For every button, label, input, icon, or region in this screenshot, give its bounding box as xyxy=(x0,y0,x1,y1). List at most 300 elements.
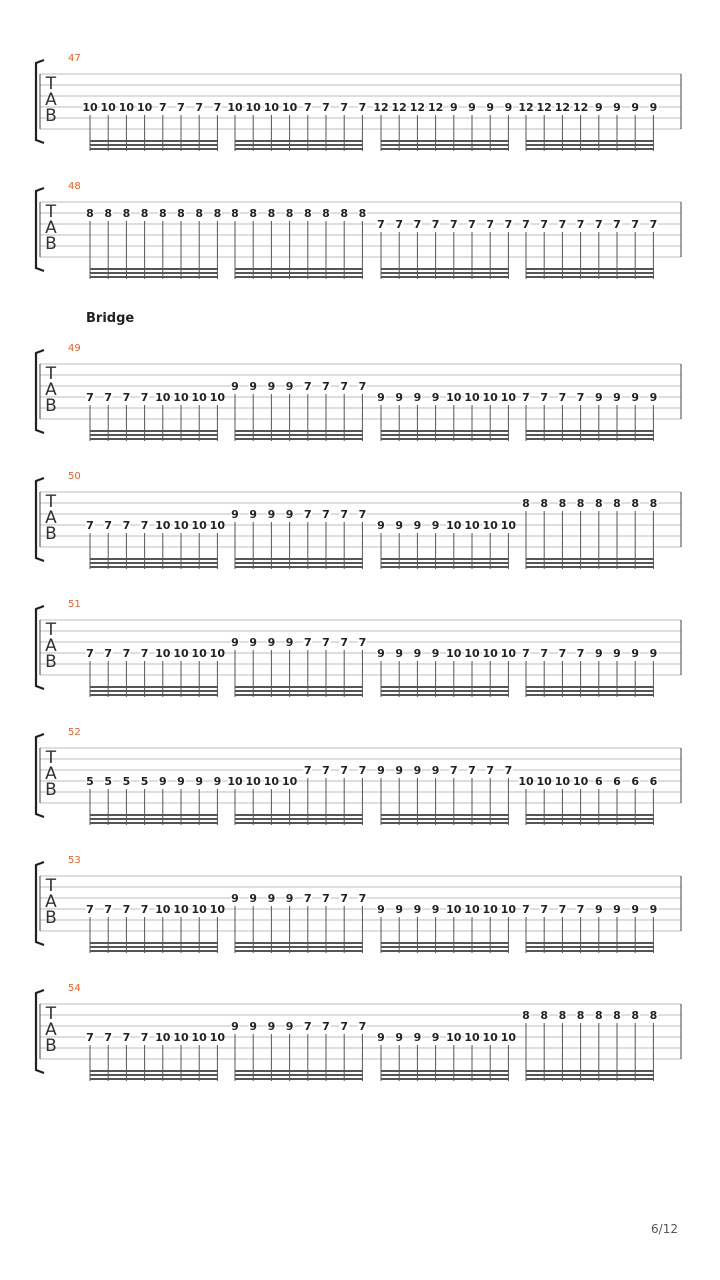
fret-number: 8 xyxy=(540,497,549,510)
beam xyxy=(90,566,218,568)
beam xyxy=(235,148,363,150)
fret-number: 9 xyxy=(649,647,658,660)
fret-number: 9 xyxy=(249,380,258,393)
fret-number: 9 xyxy=(377,391,385,404)
beam xyxy=(526,942,654,944)
fret-number: 9 xyxy=(377,903,385,916)
fret-number: 10 xyxy=(281,101,298,114)
fret-number: 12 xyxy=(536,101,552,114)
fret-number: 10 xyxy=(227,101,243,114)
fret-number: 9 xyxy=(285,508,294,521)
beam xyxy=(235,140,363,142)
fret-number: 9 xyxy=(249,636,258,649)
fret-number: 9 xyxy=(231,892,239,905)
fret-number: 10 xyxy=(155,1031,171,1044)
fret-number: 9 xyxy=(285,892,294,905)
fret-number: 10 xyxy=(263,775,280,788)
fret-number: 12 xyxy=(518,101,534,114)
fret-number: 7 xyxy=(522,647,530,660)
beam xyxy=(90,430,218,432)
fret-number: 10 xyxy=(209,647,226,660)
fret-number: 7 xyxy=(358,1020,367,1033)
fret-number: 9 xyxy=(413,764,422,777)
fret-number: 9 xyxy=(431,903,440,916)
tab-clef-letter: A xyxy=(45,218,57,238)
fret-number: 10 xyxy=(209,391,226,404)
fret-number: 10 xyxy=(209,519,226,532)
fret-number: 9 xyxy=(213,775,222,788)
fret-number: 10 xyxy=(173,1031,189,1044)
beam xyxy=(90,140,218,142)
fret-number: 8 xyxy=(249,207,258,220)
measure-number: 47 xyxy=(68,53,81,64)
fret-number: 10 xyxy=(482,1031,498,1044)
beam xyxy=(235,942,363,944)
fret-number: 7 xyxy=(86,391,94,404)
fret-number: 7 xyxy=(631,218,640,231)
fret-number: 7 xyxy=(104,647,113,660)
fret-number: 8 xyxy=(303,207,312,220)
fret-number: 9 xyxy=(486,101,495,114)
beam xyxy=(235,1074,363,1076)
fret-number: 7 xyxy=(303,636,312,649)
fret-number: 10 xyxy=(518,775,534,788)
beam xyxy=(90,814,218,816)
fret-number: 7 xyxy=(377,218,385,231)
beam xyxy=(381,818,509,820)
beam xyxy=(526,566,654,568)
fret-number: 9 xyxy=(377,764,385,777)
fret-number: 10 xyxy=(482,647,498,660)
fret-number: 10 xyxy=(572,775,589,788)
fret-number: 8 xyxy=(631,1009,640,1022)
tab-clef-letter: B xyxy=(45,652,57,672)
beam xyxy=(381,562,509,564)
fret-number: 5 xyxy=(140,775,149,788)
fret-number: 10 xyxy=(209,1031,226,1044)
tab-clef-letter: B xyxy=(45,908,57,928)
fret-number: 7 xyxy=(195,101,204,114)
fret-number: 7 xyxy=(358,380,367,393)
fret-number: 9 xyxy=(431,391,440,404)
fret-number: 7 xyxy=(558,391,567,404)
fret-number: 7 xyxy=(358,101,367,114)
fret-number: 10 xyxy=(82,101,98,114)
fret-number: 9 xyxy=(594,101,603,114)
beam xyxy=(381,430,509,432)
beam xyxy=(381,690,509,692)
tab-clef-letter: B xyxy=(45,234,57,254)
beam xyxy=(235,268,363,270)
beam xyxy=(90,434,218,436)
measure-number: 53 xyxy=(68,855,81,866)
beam xyxy=(90,686,218,688)
fret-number: 7 xyxy=(340,380,349,393)
fret-number: 12 xyxy=(554,101,571,114)
fret-number: 5 xyxy=(104,775,113,788)
tab-clef-letter: T xyxy=(45,1004,57,1024)
fret-number: 9 xyxy=(413,519,422,532)
fret-number: 7 xyxy=(303,892,312,905)
fret-number: 8 xyxy=(576,497,585,510)
beam xyxy=(526,822,654,824)
beam xyxy=(90,942,218,944)
fret-number: 7 xyxy=(322,764,330,777)
fret-number: 8 xyxy=(358,207,367,220)
beam xyxy=(381,950,509,952)
beam xyxy=(381,1070,509,1072)
fret-number: 9 xyxy=(431,647,440,660)
fret-number: 9 xyxy=(231,1020,239,1033)
fret-number: 8 xyxy=(195,207,204,220)
fret-number: 8 xyxy=(558,497,567,510)
fret-number: 7 xyxy=(522,903,530,916)
fret-number: 7 xyxy=(468,764,476,777)
fret-number: 8 xyxy=(522,1009,530,1022)
fret-number: 10 xyxy=(191,647,207,660)
fret-number: 9 xyxy=(285,380,294,393)
fret-number: 12 xyxy=(409,101,426,114)
fret-number: 7 xyxy=(104,519,113,532)
fret-number: 7 xyxy=(122,391,131,404)
fret-number: 9 xyxy=(413,903,422,916)
beam xyxy=(90,822,218,824)
fret-number: 9 xyxy=(249,1020,258,1033)
fret-number: 9 xyxy=(231,636,239,649)
tab-clef-letter: A xyxy=(45,90,57,110)
fret-number: 10 xyxy=(464,1031,480,1044)
beam xyxy=(90,148,218,150)
tab-clef-letter: A xyxy=(45,508,57,528)
fret-number: 8 xyxy=(340,207,349,220)
fret-number: 8 xyxy=(86,207,94,220)
fret-number: 7 xyxy=(358,764,367,777)
fret-number: 8 xyxy=(649,1009,658,1022)
fret-number: 9 xyxy=(267,636,276,649)
beam xyxy=(235,950,363,952)
fret-number: 7 xyxy=(358,892,367,905)
beam xyxy=(526,950,654,952)
fret-number: 7 xyxy=(158,101,167,114)
fret-number: 9 xyxy=(413,391,422,404)
fret-number: 7 xyxy=(558,647,567,660)
fret-number: 7 xyxy=(340,636,349,649)
fret-number: 10 xyxy=(464,647,480,660)
beam xyxy=(235,562,363,564)
fret-number: 8 xyxy=(594,497,603,510)
fret-number: 7 xyxy=(468,218,476,231)
beam xyxy=(90,690,218,692)
tab-clef-letter: T xyxy=(45,74,57,94)
fret-number: 9 xyxy=(504,101,513,114)
tab-clef-letter: B xyxy=(45,106,57,126)
fret-number: 10 xyxy=(500,519,517,532)
fret-number: 10 xyxy=(464,519,480,532)
fret-number: 7 xyxy=(122,647,131,660)
beam xyxy=(90,694,218,696)
measure-number: 49 xyxy=(68,343,81,354)
fret-number: 9 xyxy=(613,647,621,660)
fret-number: 7 xyxy=(504,764,513,777)
fret-number: 9 xyxy=(231,508,239,521)
beam xyxy=(526,268,654,270)
tab-clef-letter: T xyxy=(45,202,57,222)
fret-number: 7 xyxy=(322,636,330,649)
fret-number: 7 xyxy=(449,218,458,231)
tab-clef-letter: T xyxy=(45,876,57,896)
fret-number: 9 xyxy=(468,101,476,114)
fret-number: 8 xyxy=(177,207,185,220)
beam xyxy=(526,272,654,274)
fret-number: 8 xyxy=(613,497,621,510)
fret-number: 7 xyxy=(303,101,312,114)
beam xyxy=(526,946,654,948)
fret-number: 9 xyxy=(649,391,658,404)
tab-clef-letter: A xyxy=(45,1020,57,1040)
fret-number: 9 xyxy=(594,903,603,916)
beam xyxy=(90,438,218,440)
fret-number: 9 xyxy=(267,508,276,521)
beam xyxy=(381,1078,509,1080)
fret-number: 7 xyxy=(322,101,330,114)
beam xyxy=(235,430,363,432)
fret-number: 9 xyxy=(631,647,640,660)
fret-number: 7 xyxy=(322,508,330,521)
fret-number: 10 xyxy=(446,519,462,532)
fret-number: 7 xyxy=(140,1031,149,1044)
fret-number: 9 xyxy=(395,903,404,916)
fret-number: 9 xyxy=(377,1031,385,1044)
fret-number: 7 xyxy=(540,391,549,404)
beam xyxy=(381,276,509,278)
fret-number: 9 xyxy=(267,380,276,393)
fret-number: 7 xyxy=(540,218,549,231)
fret-number: 7 xyxy=(358,508,367,521)
fret-number: 9 xyxy=(631,101,640,114)
fret-number: 7 xyxy=(104,1031,113,1044)
beam xyxy=(526,276,654,278)
fret-number: 10 xyxy=(191,1031,207,1044)
fret-number: 7 xyxy=(104,903,113,916)
beam xyxy=(90,268,218,270)
fret-number: 9 xyxy=(377,647,385,660)
fret-number: 9 xyxy=(395,647,404,660)
fret-number: 7 xyxy=(413,218,422,231)
measure-number: 52 xyxy=(68,727,81,738)
beam xyxy=(526,140,654,142)
fret-number: 8 xyxy=(522,497,530,510)
fret-number: 7 xyxy=(486,218,495,231)
fret-number: 10 xyxy=(482,519,498,532)
beam xyxy=(90,1070,218,1072)
fret-number: 9 xyxy=(395,391,404,404)
fret-number: 7 xyxy=(340,892,349,905)
beam xyxy=(526,1074,654,1076)
fret-number: 10 xyxy=(191,903,207,916)
beam xyxy=(235,822,363,824)
beam xyxy=(235,276,363,278)
fret-number: 9 xyxy=(613,903,621,916)
fret-number: 10 xyxy=(482,903,498,916)
fret-number: 10 xyxy=(155,391,171,404)
fret-number: 10 xyxy=(500,647,517,660)
fret-number: 10 xyxy=(245,775,261,788)
tab-clef-letter: T xyxy=(45,620,57,640)
beam xyxy=(235,818,363,820)
beam xyxy=(90,144,218,146)
page-number: 6/12 xyxy=(651,1222,678,1236)
fret-number: 10 xyxy=(155,647,171,660)
fret-number: 7 xyxy=(303,1020,312,1033)
fret-number: 7 xyxy=(576,647,585,660)
fret-number: 9 xyxy=(449,101,458,114)
fret-number: 7 xyxy=(140,391,149,404)
fret-number: 9 xyxy=(431,519,440,532)
fret-number: 10 xyxy=(227,775,243,788)
beam xyxy=(235,694,363,696)
beam xyxy=(526,558,654,560)
tab-clef-letter: T xyxy=(45,364,57,384)
fret-number: 7 xyxy=(322,1020,330,1033)
fret-number: 8 xyxy=(140,207,149,220)
fret-number: 8 xyxy=(576,1009,585,1022)
beam xyxy=(526,694,654,696)
fret-number: 9 xyxy=(613,101,621,114)
fret-number: 10 xyxy=(500,903,517,916)
fret-number: 9 xyxy=(158,775,167,788)
measure-number: 48 xyxy=(68,181,81,192)
fret-number: 8 xyxy=(285,207,294,220)
beam xyxy=(526,1070,654,1072)
fret-number: 10 xyxy=(464,903,480,916)
fret-number: 8 xyxy=(104,207,113,220)
fret-number: 10 xyxy=(500,1031,517,1044)
beam xyxy=(235,558,363,560)
fret-number: 9 xyxy=(594,391,603,404)
fret-number: 10 xyxy=(554,775,571,788)
fret-number: 8 xyxy=(613,1009,621,1022)
beam xyxy=(381,942,509,944)
fret-number: 7 xyxy=(322,892,330,905)
beam xyxy=(381,814,509,816)
fret-number: 9 xyxy=(631,391,640,404)
beam xyxy=(526,690,654,692)
fret-number: 8 xyxy=(122,207,131,220)
beam xyxy=(235,438,363,440)
fret-number: 9 xyxy=(395,1031,404,1044)
fret-number: 7 xyxy=(540,647,549,660)
fret-number: 10 xyxy=(173,519,189,532)
tab-clef-letter: A xyxy=(45,380,57,400)
fret-number: 10 xyxy=(191,519,207,532)
fret-number: 7 xyxy=(122,519,131,532)
beam xyxy=(235,1078,363,1080)
tab-clef-letter: A xyxy=(45,892,57,912)
beam xyxy=(235,686,363,688)
beam xyxy=(90,562,218,564)
fret-number: 12 xyxy=(391,101,407,114)
fret-number: 7 xyxy=(558,903,567,916)
fret-number: 10 xyxy=(136,101,153,114)
fret-number: 8 xyxy=(631,497,640,510)
fret-number: 7 xyxy=(576,218,585,231)
fret-number: 7 xyxy=(122,1031,131,1044)
fret-number: 9 xyxy=(631,903,640,916)
measure-number: 54 xyxy=(68,983,81,994)
fret-number: 7 xyxy=(140,519,149,532)
beam xyxy=(381,434,509,436)
beam xyxy=(526,430,654,432)
fret-number: 10 xyxy=(482,391,498,404)
fret-number: 7 xyxy=(395,218,404,231)
beam xyxy=(526,562,654,564)
fret-number: 10 xyxy=(100,101,116,114)
fret-number: 10 xyxy=(446,391,462,404)
beam xyxy=(381,566,509,568)
fret-number: 9 xyxy=(649,101,658,114)
beam xyxy=(381,438,509,440)
fret-number: 8 xyxy=(231,207,239,220)
fret-number: 10 xyxy=(155,903,171,916)
beam xyxy=(381,822,509,824)
fret-number: 10 xyxy=(173,647,189,660)
beam xyxy=(381,272,509,274)
fret-number: 7 xyxy=(303,508,312,521)
fret-number: 10 xyxy=(155,519,171,532)
fret-number: 7 xyxy=(431,218,440,231)
beam xyxy=(90,946,218,948)
fret-number: 7 xyxy=(122,903,131,916)
beam xyxy=(90,558,218,560)
fret-number: 8 xyxy=(649,497,658,510)
fret-number: 7 xyxy=(649,218,658,231)
fret-number: 9 xyxy=(413,1031,422,1044)
fret-number: 7 xyxy=(613,218,621,231)
beam xyxy=(526,148,654,150)
fret-number: 9 xyxy=(594,647,603,660)
fret-number: 9 xyxy=(285,636,294,649)
fret-number: 10 xyxy=(209,903,226,916)
fret-number: 10 xyxy=(118,101,135,114)
beam xyxy=(90,950,218,952)
fret-number: 9 xyxy=(413,647,422,660)
fret-number: 7 xyxy=(322,380,330,393)
beam xyxy=(526,814,654,816)
fret-number: 12 xyxy=(373,101,389,114)
fret-number: 12 xyxy=(427,101,444,114)
fret-number: 8 xyxy=(322,207,330,220)
fret-number: 7 xyxy=(540,903,549,916)
fret-number: 9 xyxy=(177,775,185,788)
fret-number: 8 xyxy=(158,207,167,220)
fret-number: 9 xyxy=(613,391,621,404)
measure-number: 50 xyxy=(68,471,81,482)
tab-clef-letter: B xyxy=(45,396,57,416)
fret-number: 9 xyxy=(249,892,258,905)
fret-number: 12 xyxy=(572,101,589,114)
tab-clef-letter: A xyxy=(45,764,57,784)
fret-number: 7 xyxy=(86,647,94,660)
beam xyxy=(526,144,654,146)
fret-number: 9 xyxy=(649,903,658,916)
fret-number: 7 xyxy=(340,1020,349,1033)
fret-number: 7 xyxy=(104,391,113,404)
fret-number: 7 xyxy=(576,903,585,916)
beam xyxy=(526,434,654,436)
beam xyxy=(235,814,363,816)
fret-number: 10 xyxy=(446,647,462,660)
beam xyxy=(90,1074,218,1076)
